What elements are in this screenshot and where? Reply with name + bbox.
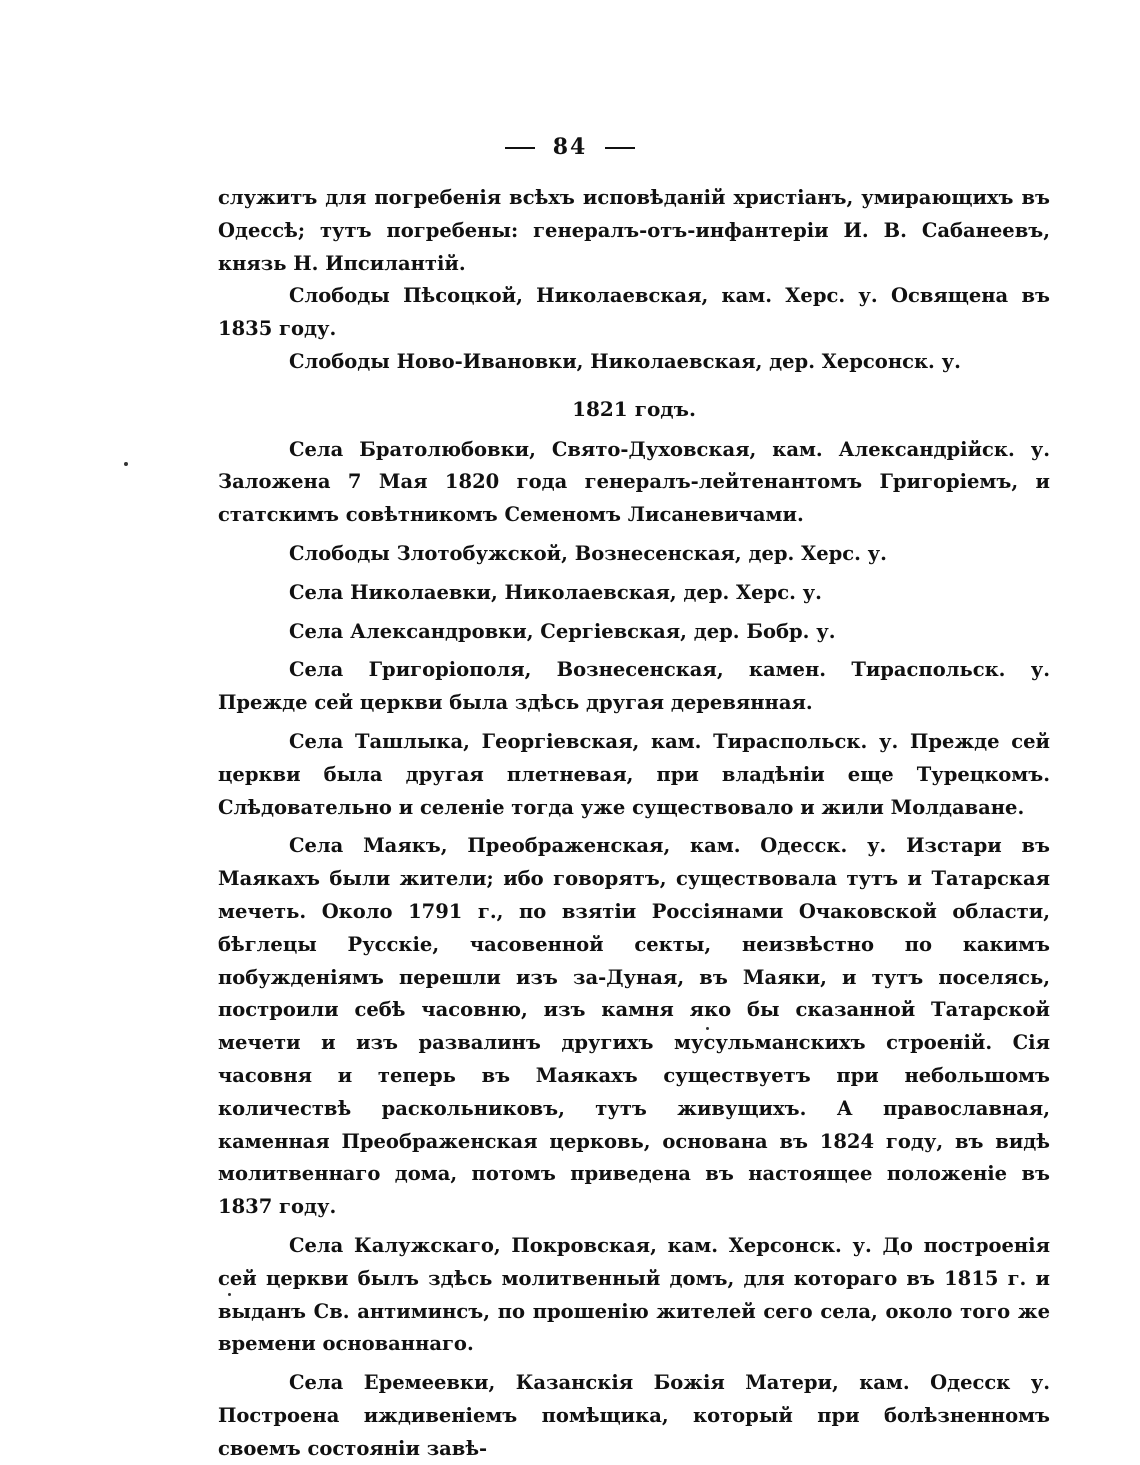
entry-paragraph: Слободы Пѣсоцкой, Николаевская, кам. Херс. у. Освящена въ 1835 году. xyxy=(218,284,1050,341)
page-body xyxy=(218,182,1050,1465)
entry-paragraph: Села Григоріополя, Вознесенская, камен. Тираспольск. у. Прежде сей церкви была здѣсь другая деревянная. xyxy=(218,658,1050,715)
entry-paragraph: Села Еремеевки, Казанскія Божія Матери, кам. Одесск у. Построена иждивеніемъ помѣщика, который при болѣзненномъ своемъ состояніи завѣ- xyxy=(218,1371,1050,1460)
entry-paragraph: Села Александровки, Сергіевская, дер. Бобр. у. xyxy=(289,619,836,643)
entry-paragraph: Села Маякъ, Преображенская, кам. Одесск. у. Изстари въ Маякахъ были жители; ибо говорятъ, существовала тутъ и Татарская мечеть. Около 1791 г., по взятіи Россіянами Очаковской области, бѣглецы Русскіе, часовенной секты, неизвѣстно по какимъ побужденіямъ перешли изъ за-Дуная, въ Маяки, и тутъ поселясь, построили себѣ часовню, изъ камня яко бы сказанной Татарской мечети и изъ развалинъ другихъ мусульманскихъ строеній. Сія часовня и теперь въ Маякахъ существуетъ при небольшомъ количествѣ раскольниковъ, тутъ живущихъ. А православная, каменная Преображенская церковь, основана въ 1824 году, въ видѣ молитвеннаго дома, потомъ приведена въ настоящее положеніе въ 1837 году. xyxy=(218,834,1050,1219)
entry-paragraph: Слободы Злотобужской, Вознесенская, дер. Херс. у. xyxy=(289,541,887,565)
entry-paragraph: Села Калужскаго, Покровская, кам. Херсонск. у. До построенія сей церкви былъ здѣсь молитвенный домъ, для котораго въ 1815 г. и выданъ Св. антиминсъ, по прошенію жителей сего села, около того же времени основаннаго. xyxy=(218,1233,1050,1356)
entry-paragraph: Села Братолюбовки, Свято-Духовская, кам. Александрійск. у. Заложена 7 Мая 1820 года генералъ-лейтенантомъ Григоріемъ, и статскимъ совѣтникомъ Семеномъ Лисаневичами. xyxy=(218,437,1050,527)
ink-speck xyxy=(124,462,128,466)
left-dash xyxy=(505,147,535,149)
right-dash xyxy=(605,147,635,149)
entry-paragraph: Слободы Ново-Ивановки, Николаевская, дер. Херсонск. у. xyxy=(289,349,961,373)
entry-paragraph: Села Николаевки, Николаевская, дер. Херс. у. xyxy=(289,580,822,604)
entry-paragraph: Села Ташлыка, Георгіевская, кам. Тираспольск. у. Прежде сей церкви была другая плетневая, при владѣніи еще Турецкомъ. Слѣдовательно и селеніе тогда уже существовало и жили Молдаване. xyxy=(218,729,1050,819)
section-heading: 1821 годъ. xyxy=(572,396,696,421)
page-number: 84 xyxy=(552,134,588,160)
ink-speck xyxy=(228,1293,231,1296)
ink-speck xyxy=(706,1027,709,1030)
intro-continuation: служитъ для погребенія всѣхъ исповѣданій христіанъ, умирающихъ въ Одессѣ; тутъ погребены: генералъ-отъ-инфантеріи И. В. Сабанеевъ, князь Н. Ипсилантій. xyxy=(218,186,1050,275)
page-number-header xyxy=(0,134,1140,160)
